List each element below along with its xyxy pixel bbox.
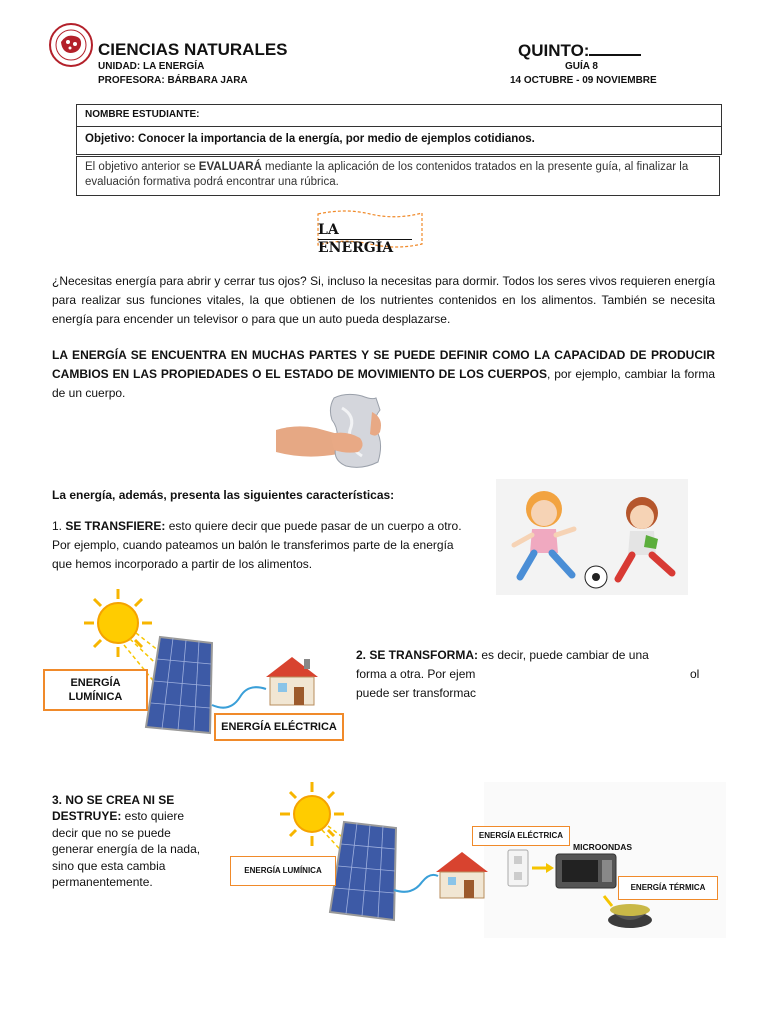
- section-title-line2: ENERGÍA: [318, 240, 394, 256]
- definition-tail: , por ejemplo, cambiar la forma de un cuerpo.: [52, 367, 715, 400]
- char2-line2: [356, 665, 706, 684]
- house-icon: [266, 657, 318, 705]
- student-info-box: [76, 104, 722, 155]
- char2-line1: [356, 646, 706, 665]
- solar-panel-icon: [146, 637, 212, 733]
- char2-text-line2b: ol: [690, 667, 700, 681]
- char2-text-line2a: forma a otra. Por ejem: [356, 667, 476, 681]
- power-outlet-icon: [508, 850, 528, 886]
- subject-title: CIENCIAS NATURALES: [98, 40, 288, 59]
- unit-label: UNIDAD: LA ENERGÍA: [98, 61, 205, 72]
- school-logo: [48, 22, 94, 68]
- char3-paragraph: [52, 792, 212, 890]
- guide-dates: 14 OCTUBRE - 09 NOVIEMBRE: [510, 75, 657, 86]
- char2-title: 2. SE TRANSFORMA:: [356, 648, 479, 662]
- teacher-label: PROFESORA: BÁRBARA JARA: [98, 75, 248, 86]
- char1-title: SE TRANSFIERE:: [65, 519, 166, 533]
- soup-bowl-icon: [608, 904, 652, 928]
- char1-number: 1.: [52, 519, 66, 533]
- definition-caps: LA ENERGÍA SE ENCUENTRA EN MUCHAS PARTES Y SE PUEDE DEFINIR COMO LA CAPACIDAD DE PRODUCIR CAMBIOS EN LAS PROPIEDADES O EL ESTADO DE MOVIMIENTO DE LOS CUERPOS: [52, 348, 715, 381]
- grade-blank[interactable]: [589, 40, 641, 56]
- thermal-energy-label: ENERGÍA TÉRMICA: [618, 876, 718, 900]
- light-energy-label: ENERGÍA LUMÍNICA: [43, 669, 148, 711]
- intro-paragraph: ¿Necesitas energía para abrir y cerrar tus ojos? Si, incluso la necesitas para dormir. Todos los seres vivos requieren energía para realizar sus funciones vitales, la que obtienen de los nutrientes contenidos en los alimentos. También se necesita energía para encender un televisor o para que un auto pueda desplazarse.: [52, 274, 715, 326]
- sun-icon: [280, 782, 344, 846]
- characteristics-intro: La energía, además, presenta las siguientes características:: [52, 488, 395, 502]
- kids-soccer-illustration: [496, 479, 688, 595]
- evaluation-box: [76, 156, 720, 196]
- light-energy-label-2: ENERGÍA LUMÍNICA: [230, 856, 336, 886]
- grade-field: [518, 40, 641, 61]
- solar-panel-icon: [330, 822, 396, 920]
- grade-label: QUINTO:: [518, 41, 590, 60]
- char1-paragraph: [52, 517, 476, 574]
- objective-text: Objetivo: Conocer la importancia de la energía, por medio de ejemplos cotidianos.: [85, 133, 535, 145]
- microwave-label: MICROONDAS: [573, 842, 633, 852]
- electric-energy-label-2: ENERGÍA ELÉCTRICA: [472, 826, 570, 846]
- section-title: [318, 222, 412, 257]
- microwave-icon: [556, 854, 616, 888]
- sun-icon: [84, 589, 152, 657]
- char2-text-line1: es decir, puede cambiar de una: [478, 648, 649, 662]
- evaluation-text-pre: El objetivo anterior se: [85, 161, 199, 173]
- house-icon: [436, 852, 488, 898]
- crushed-can-illustration: [276, 390, 388, 470]
- char3-text: esto quiere decir que no se puede generar energía de la nada, sino que esta cambia permanentemente.: [52, 809, 201, 890]
- char2-line3: puede ser transformac: [356, 686, 477, 700]
- section-title-line1: LA: [318, 222, 412, 240]
- char2-paragraph: [356, 646, 706, 703]
- guide-number: GUÍA 8: [565, 61, 598, 72]
- electric-energy-label: ENERGÍA ELÉCTRICA: [214, 713, 344, 741]
- evaluation-strong: EVALUARÁ: [198, 161, 262, 173]
- char1-text: esto quiere decir que puede pasar de un cuerpo a otro. Por ejemplo, cuando pateamos un balón le transferimos parte de la energía que hemos incorporado a partir de los alimentos.: [52, 519, 462, 571]
- evaluation-text-post: mediante la aplicación de los contenidos tratados en la presente guía, al finalizar la evaluación formativa podrá encontrar una rúbrica.: [85, 161, 689, 188]
- student-name-field[interactable]: NOMBRE ESTUDIANTE:: [77, 105, 721, 127]
- char3-title: 3. NO SE CREA NI SE DESTRUYE:: [52, 793, 175, 824]
